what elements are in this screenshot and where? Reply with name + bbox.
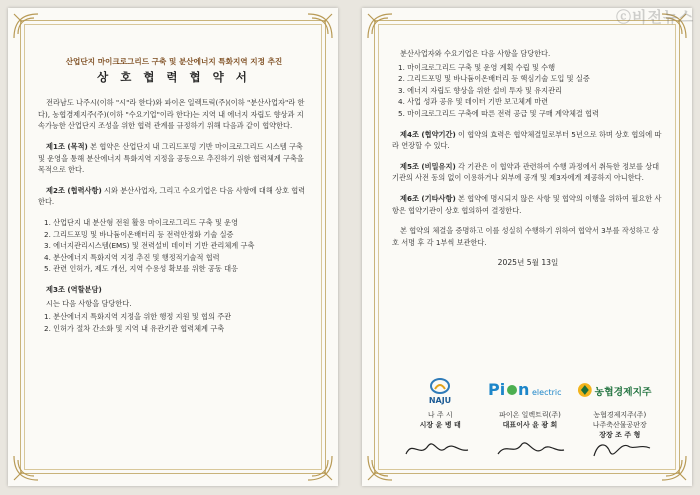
article-text: 본 협약에 명시되지 않은 사항 및 협약의 이행을 위하여 필요한 사항은 협약기관이 상호 협의하여 결정한다.	[392, 193, 662, 215]
list-item: 1. 산업단지 내 분산형 전원 활용 마이크로그리드 구축 및 운영	[44, 217, 239, 227]
svg-text:n: n	[518, 380, 530, 399]
article-text: 본 협약은 산업단지 내 그리드포밍 기반 마이크로그리드 시스템 구축 및 운영을 통해 분산에너지 특화지역 지정을 공동으로 추진하기 위한 협력체계 구축을 목적으로 한다.	[38, 141, 304, 175]
article-text: 시와 분산사업자, 그리고 수요기업은 다음 사항에 대해 상호 협력한다.	[38, 185, 306, 207]
list-item: 2. 인허가 절차 간소화 및 지역 내 유관기관 협력체계 구축	[44, 323, 225, 333]
document-title: 상 호 협 력 협 약 서	[97, 69, 251, 84]
signatory-org: 나 주 시	[427, 411, 453, 419]
signatory-naju	[396, 376, 484, 440]
article-3-lead-2: 분산사업자와 수요기업은 다음 사항을 담당한다.	[400, 49, 551, 58]
signatory-role: 장장 조 주 형	[599, 431, 641, 439]
list-item: 5. 마이크로그리드 구축에 따른 전력 공급 및 구매 계약체결 협력	[398, 108, 600, 118]
article-label: 제5조 (비밀유지)	[400, 161, 456, 171]
article-label: 제1조 (목적)	[46, 141, 88, 151]
signing-date: 2025년 5월 13일	[497, 258, 559, 268]
document-heading: 산업단지 마이크로그리드 구축 및 분산에너지 특화지역 지정 추진	[65, 57, 283, 66]
corner-ornament	[366, 12, 394, 40]
article-2	[38, 185, 310, 208]
article-3-list	[38, 311, 310, 334]
article-label: 제6조 (기타사항)	[400, 193, 456, 203]
article-5	[392, 161, 664, 184]
article-1	[38, 141, 310, 176]
signatory-org: 파이온 일렉트릭(주)	[499, 411, 561, 419]
intro-paragraph: 전라남도 나주시(이하 "시"라 한다)와 파이온 일렉트릭(주)(이하 "분산사업자"라 한다), 농협경제지주(주)(이하 "수요기업"이라 한다)는 지역 내 에너지 자립도 향상과 지속가능한 산업단지 조성을 위한 협력 관계를 규정하기 위해 다음과 같이 협약한다.	[38, 98, 305, 131]
corner-ornament	[660, 454, 688, 482]
right-page-content	[392, 48, 664, 275]
signatory-role: 대표이사 윤 광 희	[502, 421, 558, 429]
article-label: 제3조 (역할분담)	[46, 284, 102, 294]
signatory-pion	[486, 376, 574, 440]
news-watermark: ⓒ비전뉴스	[616, 8, 694, 26]
article-4	[392, 129, 664, 152]
list-item: 3. 에너지 자립도 향상을 위한 설비 투자 및 유지관리	[398, 85, 562, 95]
article-text: 이 협약의 효력은 협약체결일로부터 5년으로 하며 상호 협의에 따라 연장할 수 있다.	[392, 129, 662, 151]
article-label: 제2조 (협력사항)	[46, 185, 102, 195]
article-label: 제4조 (협약기간)	[400, 129, 456, 139]
svg-text:Pi: Pi	[488, 380, 506, 399]
corner-ornament	[366, 454, 394, 482]
closing-paragraph: 본 협약의 체결을 증명하고 이를 성실히 수행하기 위하여 협약서 3부를 작성하고 상호 서명 후 각 1부씩 보관한다.	[392, 226, 659, 247]
article-3-lead: 시는 다음 사항을 담당한다.	[46, 298, 132, 308]
naju-logo	[396, 376, 484, 406]
left-page-content	[38, 36, 310, 343]
svg-text:electric: electric	[532, 388, 562, 397]
article-3	[38, 284, 310, 296]
agreement-page-left	[8, 8, 338, 486]
article-3-list-2	[392, 62, 664, 120]
list-item: 1. 마이크로그리드 구축 및 운영 계획 수립 및 수행	[398, 62, 556, 72]
corner-ornament	[306, 12, 334, 40]
list-item: 2. 그리드포밍 및 바나듐이온배터리 등 핵심기술 도입 및 실증	[398, 74, 590, 84]
signatory-row	[396, 376, 664, 440]
handwritten-signatures	[398, 436, 662, 462]
list-item: 4. 사업 성과 공유 및 데이터 기반 보고체계 마련	[398, 97, 549, 107]
corner-ornament	[12, 12, 40, 40]
nh-logo	[576, 376, 664, 406]
list-item: 5. 관련 인허가, 제도 개선, 지역 수용성 확보를 위한 공동 대응	[44, 264, 238, 274]
signatory-role: 시장 윤 병 태	[419, 421, 461, 429]
svg-text:농협경제지주: 농협경제지주	[594, 386, 652, 398]
article-6	[392, 193, 664, 216]
signatory-nh	[576, 376, 664, 440]
list-item: 4. 분산에너지 특화지역 지정 추진 및 행정적기술적 협력	[44, 252, 220, 262]
corner-ornament	[12, 454, 40, 482]
list-item: 3. 에너지관리시스템(EMS) 및 전력설비 데이터 기반 관리체계 구축	[44, 241, 255, 251]
list-item: 2. 그리드포밍 및 바나듐이온배터리 등 전력안정화 기술 실증	[44, 229, 234, 239]
signatory-org: 농협경제지주(주) 나주축산물공판장	[592, 411, 647, 429]
article-2-list	[38, 217, 310, 275]
corner-ornament	[306, 454, 334, 482]
svg-text:NAJU: NAJU	[429, 396, 452, 405]
pion-electric-logo	[486, 376, 574, 406]
article-text: 각 기관은 이 협약과 관련하여 수행 과정에서 취득한 정보를 상대 기관의 사전 동의 없이 이용하거나 외부에 공개 및 제3자에게 제공하지 아니한다.	[392, 161, 660, 183]
list-item: 1. 분산에너지 특화지역 지정을 위한 행정 지원 및 협의 주관	[44, 312, 232, 322]
agreement-page-right	[362, 8, 692, 486]
